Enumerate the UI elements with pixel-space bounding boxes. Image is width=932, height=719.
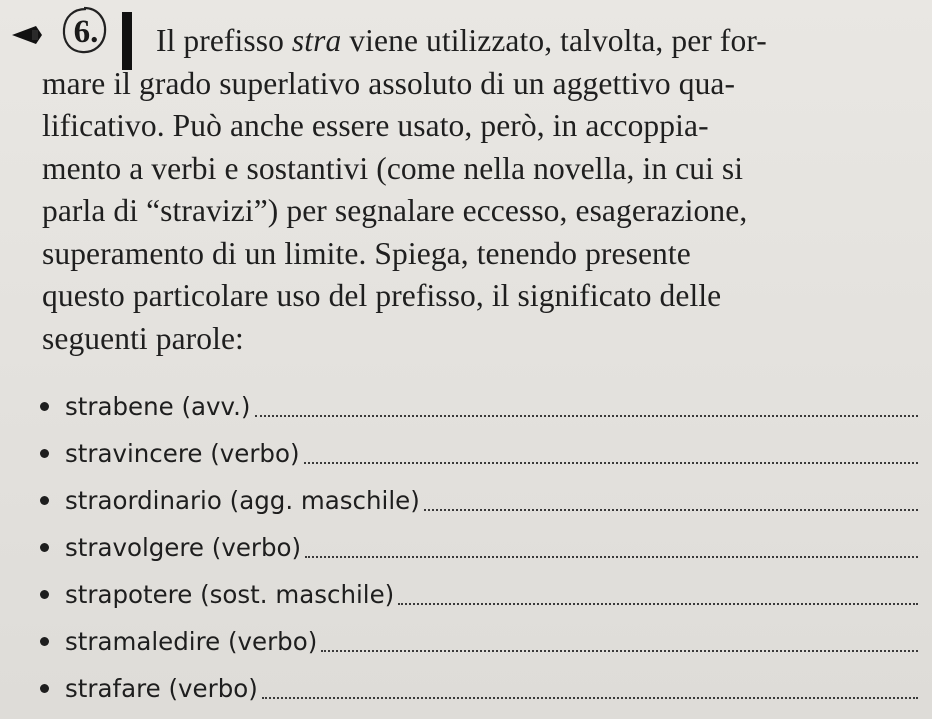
answer-line[interactable] <box>321 649 918 652</box>
instruction-line: mento a verbi e sostantivi (come nella novella, in cui si <box>42 150 744 186</box>
list-item <box>28 378 918 425</box>
answer-line[interactable] <box>255 414 919 417</box>
bullet-icon <box>40 496 49 505</box>
bullet-icon <box>40 637 49 646</box>
list-item <box>28 472 918 519</box>
exercise-number: 6. <box>73 13 99 50</box>
item-label: straordinario (agg. maschile) <box>65 486 420 515</box>
item-label: strabene (avv.) <box>65 392 251 421</box>
bullet-icon <box>40 402 49 411</box>
pencil-marker-icon <box>10 22 44 48</box>
exercise-instructions <box>42 20 892 360</box>
bullet-icon <box>40 543 49 552</box>
instruction-line: lificativo. Può anche essere usato, però, in accoppia- <box>42 108 709 143</box>
bullet-icon <box>40 590 49 599</box>
instruction-line: Il prefisso stra viene utilizzato, talvolta, per for- <box>156 23 767 58</box>
list-item <box>28 613 918 660</box>
item-label: strafare (verbo) <box>65 674 258 703</box>
instruction-line: seguenti parole: <box>42 320 244 356</box>
answer-line[interactable] <box>398 602 918 605</box>
word-list <box>28 378 918 707</box>
list-item <box>28 660 918 707</box>
list-item <box>28 519 918 566</box>
item-label: stravolgere (verbo) <box>65 533 302 562</box>
instruction-line: parla di “stravizi”) per segnalare eccesso, esagerazione, <box>42 193 748 228</box>
instruction-line: mare il grado superlativo assoluto di un aggettivo qua- <box>42 65 736 101</box>
answer-line[interactable] <box>262 696 918 699</box>
item-label: stravincere (verbo) <box>65 439 300 468</box>
bullet-icon <box>40 449 49 458</box>
answer-line[interactable] <box>424 508 918 511</box>
bullet-icon <box>40 684 49 693</box>
prefix-emphasis: stra <box>291 23 342 58</box>
instruction-line: questo particolare uso del prefisso, il significato delle <box>42 278 722 313</box>
list-item <box>28 566 918 613</box>
list-item <box>28 425 918 472</box>
item-label: stramaledire (verbo) <box>65 627 318 656</box>
answer-line[interactable] <box>304 461 918 464</box>
answer-line[interactable] <box>305 555 918 558</box>
item-label: strapotere (sost. maschile) <box>65 580 395 609</box>
instruction-line: superamento di un limite. Spiega, tenendo presente <box>42 235 691 271</box>
